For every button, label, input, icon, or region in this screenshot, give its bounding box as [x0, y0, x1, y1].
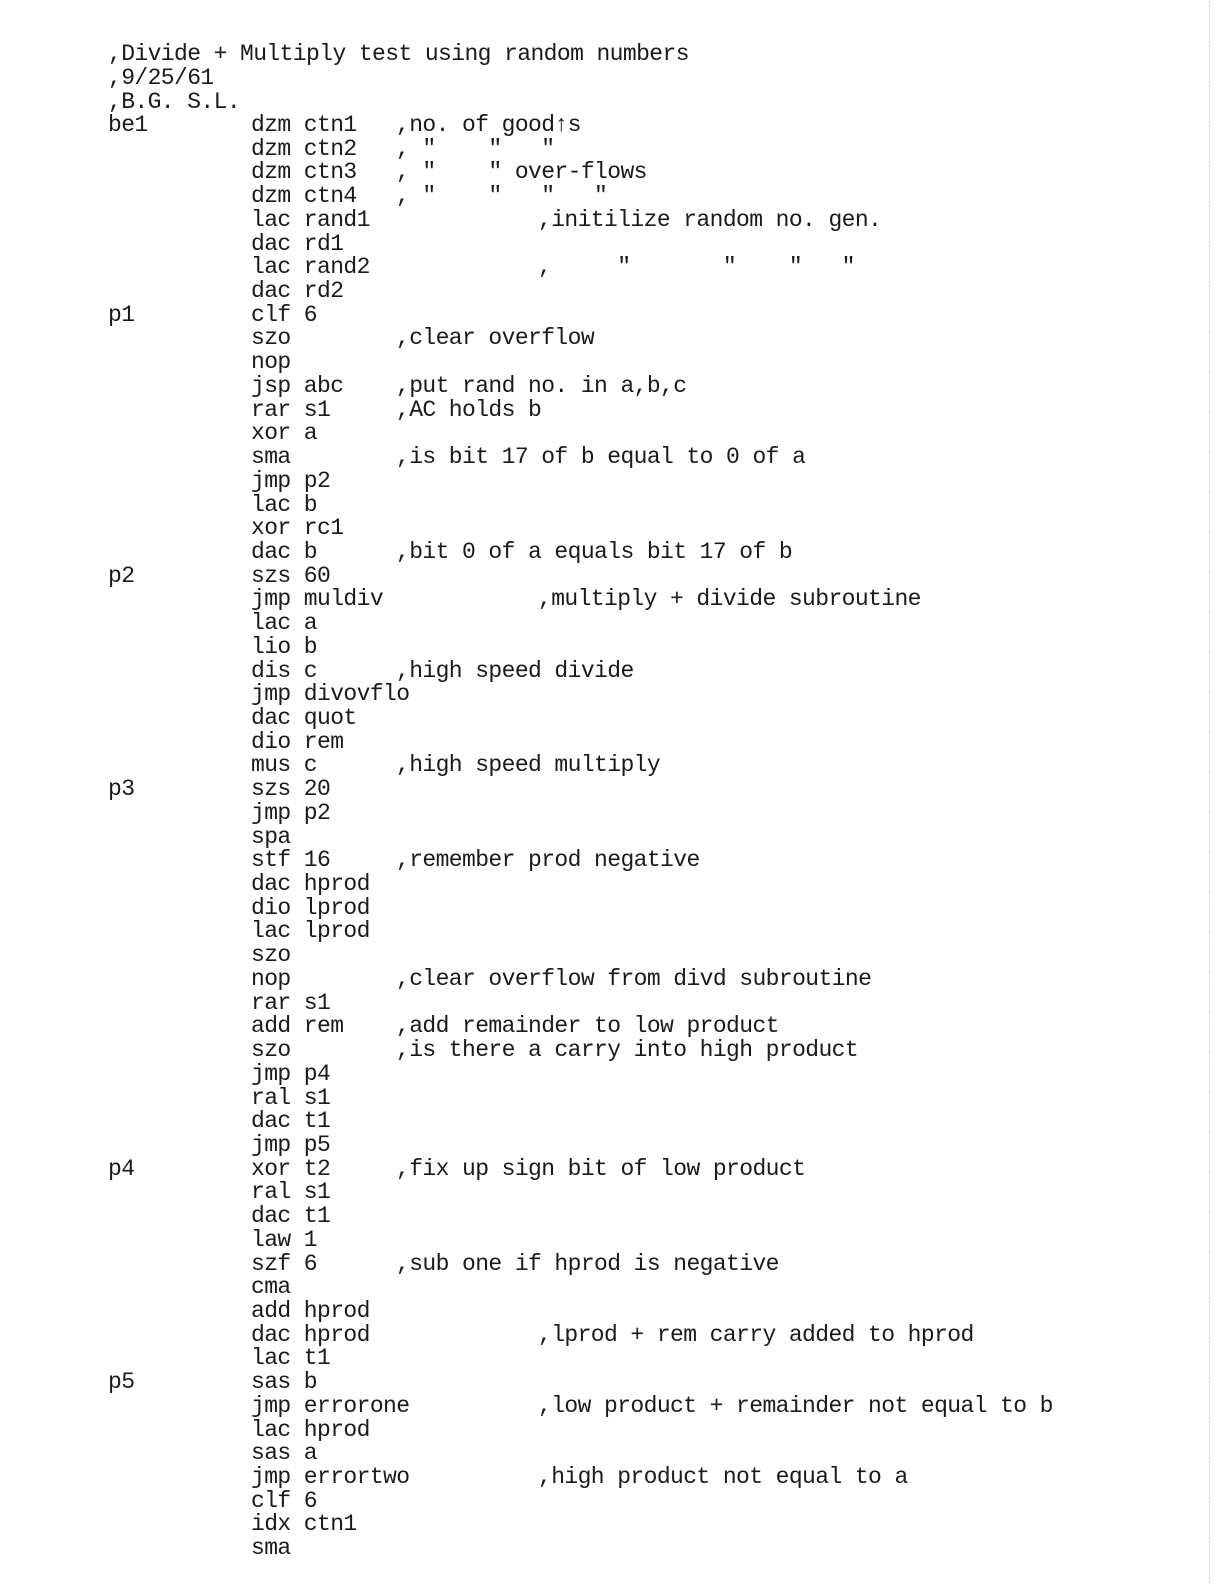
code-instruction: sma — [251, 444, 291, 470]
code-instruction: ral s1 — [251, 1179, 331, 1205]
code-instruction: szf 6 — [251, 1251, 318, 1277]
code-instruction: nop — [251, 966, 291, 992]
code-comment: ,multiply + divide subroutine — [538, 586, 921, 612]
date-line: ,9/25/61 — [108, 65, 214, 91]
code-comment: ,high speed multiply — [396, 752, 661, 778]
code-instruction: sma — [251, 1535, 291, 1561]
code-label: be1 — [108, 112, 148, 138]
code-instruction: dac t1 — [251, 1203, 331, 1229]
code-instruction: jmp p2 — [251, 468, 331, 494]
code-instruction: dzm ctn3 — [251, 159, 357, 185]
code-instruction: rar s1 — [251, 397, 331, 423]
code-instruction: idx ctn1 — [251, 1511, 357, 1537]
code-instruction: lac lprod — [251, 918, 370, 944]
code-instruction: lac rand2 — [251, 254, 370, 280]
code-instruction: jmp divovflo — [251, 681, 410, 707]
code-label: p2 — [108, 563, 135, 589]
code-instruction: sas b — [251, 1369, 318, 1395]
code-instruction: jmp p5 — [251, 1132, 331, 1158]
code-instruction: dac rd2 — [251, 278, 344, 304]
code-instruction: mus c — [251, 752, 318, 778]
code-instruction: szo — [251, 1037, 291, 1063]
code-instruction: nop — [251, 349, 291, 375]
code-instruction: ral s1 — [251, 1085, 331, 1111]
code-instruction: szo — [251, 942, 291, 968]
code-instruction: add hprod — [251, 1298, 370, 1324]
code-label: p1 — [108, 302, 135, 328]
code-comment: ,low product + remainder not equal to b — [538, 1393, 1053, 1419]
code-comment: ,is bit 17 of b equal to 0 of a — [396, 444, 806, 470]
code-instruction: dio lprod — [251, 895, 370, 921]
code-instruction: jmp errorone — [251, 1393, 410, 1419]
author-line: ,B.G. S.L. — [108, 89, 241, 115]
code-instruction: dzm ctn4 — [251, 183, 357, 209]
code-comment: ,put rand no. in a,b,c — [396, 373, 687, 399]
code-instruction: lac t1 — [251, 1345, 331, 1371]
title-line: ,Divide + Multiply test using random numbers — [108, 41, 689, 67]
code-instruction: jmp muldiv — [251, 586, 384, 612]
code-instruction: cma — [251, 1274, 291, 1300]
code-comment: ,remember prod negative — [396, 847, 700, 873]
code-instruction: szs 20 — [251, 776, 331, 802]
code-instruction: dac t1 — [251, 1108, 331, 1134]
code-comment: , " " " " — [396, 183, 608, 209]
code-instruction: dzm ctn2 — [251, 136, 357, 162]
code-instruction: lac b — [251, 492, 318, 518]
code-instruction: xor a — [251, 420, 318, 446]
code-comment: ,initilize random no. gen. — [538, 207, 882, 233]
code-instruction: lac a — [251, 610, 318, 636]
code-instruction: lio b — [251, 634, 318, 660]
code-instruction: law 1 — [251, 1227, 318, 1253]
code-comment: ,lprod + rem carry added to hprod — [538, 1322, 974, 1348]
code-comment: ,bit 0 of a equals bit 17 of b — [396, 539, 793, 565]
code-instruction: clf 6 — [251, 1488, 318, 1514]
code-comment: ,clear overflow — [396, 325, 595, 351]
code-instruction: dis c — [251, 658, 318, 684]
code-comment: ,fix up sign bit of low product — [396, 1156, 806, 1182]
code-instruction: dio rem — [251, 729, 344, 755]
code-label: p4 — [108, 1156, 135, 1182]
code-comment: ,add remainder to low product — [396, 1013, 779, 1039]
code-comment: ,AC holds b — [396, 397, 542, 423]
code-instruction: jmp p4 — [251, 1061, 331, 1087]
code-instruction: clf 6 — [251, 302, 318, 328]
code-comment: , " " " — [396, 136, 555, 162]
code-instruction: rar s1 — [251, 990, 331, 1016]
code-label: p5 — [108, 1369, 135, 1395]
code-instruction: lac rand1 — [251, 207, 370, 233]
code-instruction: szs 60 — [251, 563, 331, 589]
code-comment: ,clear overflow from divd subroutine — [396, 966, 872, 992]
code-comment: ,no. of good↑s — [396, 112, 581, 138]
code-instruction: sas a — [251, 1440, 318, 1466]
code-label: p3 — [108, 776, 135, 802]
code-instruction: dac rd1 — [251, 231, 344, 257]
code-instruction: jsp abc — [251, 373, 344, 399]
code-instruction: dzm ctn1 — [251, 112, 357, 138]
code-instruction: add rem — [251, 1013, 344, 1039]
code-instruction: jmp errortwo — [251, 1464, 410, 1490]
page-edge — [1209, 0, 1224, 1584]
code-instruction: dac hprod — [251, 871, 370, 897]
code-instruction: dac quot — [251, 705, 357, 731]
code-instruction: xor rc1 — [251, 515, 344, 541]
code-instruction: lac hprod — [251, 1417, 370, 1443]
code-instruction: szo — [251, 325, 291, 351]
code-instruction: jmp p2 — [251, 800, 331, 826]
code-instruction: xor t2 — [251, 1156, 331, 1182]
code-comment: ,is there a carry into high product — [396, 1037, 859, 1063]
code-instruction: dac b — [251, 539, 318, 565]
code-comment: ,high product not equal to a — [538, 1464, 908, 1490]
code-comment: , " " over-flows — [396, 159, 647, 185]
code-instruction: spa — [251, 824, 291, 850]
code-comment: ,sub one if hprod is negative — [396, 1251, 779, 1277]
code-instruction: stf 16 — [251, 847, 331, 873]
code-instruction: dac hprod — [251, 1322, 370, 1348]
code-comment: , " " " " — [538, 254, 855, 280]
code-comment: ,high speed divide — [396, 658, 634, 684]
